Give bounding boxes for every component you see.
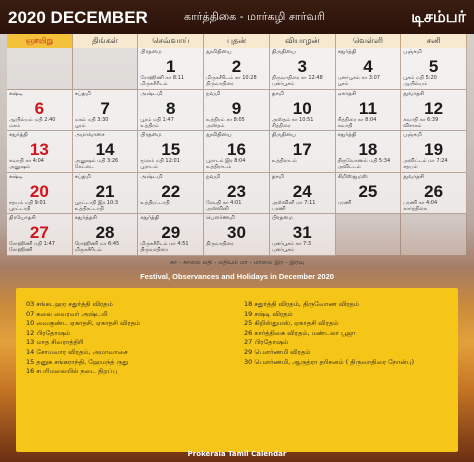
- day-cell: [138, 90, 204, 132]
- empty-day-cell: [7, 48, 73, 90]
- day-cell: [7, 214, 73, 256]
- festival-section: [0, 270, 474, 376]
- day-number: 14: [95, 140, 115, 159]
- day-cell: [401, 90, 467, 132]
- tithi-label: சப்தமி: [74, 173, 91, 180]
- day-number: 23: [227, 181, 246, 201]
- calendar-header: [0, 0, 474, 34]
- nakshatra-line-1: பூரம் மதி 1:47: [140, 116, 174, 123]
- nakshatra-line-2: ரோஹிணி: [9, 247, 33, 253]
- day-cell: [7, 131, 73, 173]
- calendar-footer: Prokerala Tamil Calendar: [187, 450, 287, 458]
- tithi-label: சதுர்த்தி: [9, 132, 28, 138]
- day-number: 30: [227, 223, 246, 242]
- day-number: 9: [231, 98, 242, 118]
- nakshatra-line-2: பூரம்: [74, 122, 86, 129]
- day-number: 1: [166, 57, 176, 76]
- empty-day-cell: [401, 214, 467, 256]
- festival-list-right: [244, 300, 454, 367]
- nakshatra-line-1: மகம் மதி 3:30: [74, 116, 109, 123]
- day-cell: [270, 48, 336, 90]
- day-number: 13: [29, 140, 49, 159]
- festival-item: 18 சதுர்த்தி விரதம், திருவோண விரதம்: [244, 300, 360, 308]
- festival-item: 13 மாத சிவராத்திரி: [26, 338, 84, 347]
- weekday-header-row: [7, 34, 467, 48]
- day-number: 4: [363, 57, 373, 76]
- festival-item: 16 சபரிமலையில் நடை திறப்பு: [26, 367, 118, 376]
- weekday-saturday: சனி: [401, 34, 467, 48]
- tithi-label: சதுர்த்தி: [337, 132, 357, 138]
- festival-item: 27 பிரதோஷம்: [244, 338, 289, 347]
- tithi-label: சதுர்த்தசி: [74, 215, 97, 221]
- nakshatra-line-2: திருவாதிரை: [140, 247, 168, 253]
- tithi-label: ஏகாதசி: [337, 90, 357, 97]
- nakshatra-line-1: பூரட்டாதி இர 10:3: [74, 199, 119, 206]
- abbreviation-legend: கா - காலை மதி - மதியம் மா - மாலை இர - இரவு: [170, 259, 304, 266]
- tithi-label: திருதியை: [271, 132, 296, 138]
- nakshatra-line-2: புனர்பூசம்: [271, 81, 295, 87]
- day-number: 5: [428, 57, 439, 76]
- nakshatra-line-1: திருவாதிரை கா 12:48: [271, 75, 323, 81]
- day-number: 6: [34, 98, 45, 118]
- tithi-label: சப்தமி: [74, 90, 91, 97]
- tithi-label: துவிதியை: [206, 49, 232, 55]
- festivals-title: Festival, Observances and Holidays in December 2020: [140, 272, 334, 281]
- day-cell: [73, 173, 139, 215]
- festival-item: 19 சஷ்டி விரதம்: [244, 309, 293, 318]
- day-cell: [204, 48, 270, 90]
- nakshatra-line-1: ரேவதி கா 4:01: [206, 199, 242, 206]
- nakshatra-line-1: அஸ்வினி மா 7:11: [271, 199, 316, 206]
- day-number: 18: [358, 140, 378, 159]
- day-cell: [336, 48, 402, 90]
- tithi-label: நவமி: [206, 173, 221, 180]
- day-cell: [73, 131, 139, 173]
- nakshatra-line-1: மூலம் மதி 12:01: [140, 158, 180, 164]
- nakshatra-line-1: பரணி கா 4:04: [403, 199, 438, 206]
- nakshatra-line-1: மிருகசீரிடம் கா 10:28: [206, 75, 257, 81]
- tithi-label: பிரதமை: [140, 49, 162, 55]
- nakshatra-line-1: உத்திராடம்: [271, 158, 297, 164]
- day-number: 15: [161, 140, 181, 159]
- tithi-label: துவிதியை: [206, 132, 232, 138]
- day-number: 19: [424, 140, 444, 159]
- year-month-title: 2020 DECEMBER: [8, 8, 148, 27]
- day-cell: [204, 131, 270, 173]
- nakshatra-line-1: ரோஹிணி மதி 1:47: [9, 241, 55, 247]
- festival-list-panel: [16, 288, 458, 452]
- festival-item: 03 சங்கடஹர சதுர்த்தி விரதம்: [26, 300, 113, 308]
- nakshatra-line-1: அனுஷம் மதி 3:26: [74, 158, 119, 164]
- nakshatra-line-1: புனர்பூசம் கா 7:3: [271, 241, 312, 247]
- calendar-grid: [7, 34, 467, 256]
- nakshatra-line-2: உத்திரட்டாதி: [74, 205, 104, 212]
- weekday-tuesday: செவ்வாய்: [138, 34, 204, 48]
- tithi-label: கிறிஸ்துமஸ்: [337, 173, 368, 180]
- tithi-label: தசமி: [271, 173, 284, 180]
- day-cell: [138, 48, 204, 90]
- nakshatra-line-1: சதயம் மதி 9:01: [9, 199, 46, 206]
- nakshatra-line-2: மிருகசீரிடம்: [140, 81, 168, 87]
- day-cell: [7, 90, 73, 132]
- festival-item: 15 தனுசு சங்கராந்தி, ஹேமந்த் ருது: [26, 357, 129, 366]
- day-cell: [204, 173, 270, 215]
- day-number: 28: [95, 223, 115, 242]
- tithi-label: துவாதசி: [403, 173, 425, 180]
- tithi-label: பிரதமை: [140, 132, 162, 138]
- tamil-months-subtitle: கார்த்திகை - மார்கழி சார்வரி: [184, 10, 325, 23]
- weekday-thursday: வியாழன்: [270, 34, 336, 48]
- weekday-monday: திங்கள்: [73, 34, 139, 48]
- nakshatra-line-2: மகம்: [9, 122, 21, 129]
- tithi-label: திரயோதசி: [9, 215, 36, 221]
- nakshatra-line-1: ஆயில்யம் மதி 2:40: [9, 116, 56, 123]
- tithi-label: பஞ்சமி: [403, 49, 422, 55]
- day-number: 16: [227, 140, 246, 159]
- weekday-friday: வெள்ளி: [336, 34, 402, 48]
- festival-item: 07 கலை வைரவர் அஷ்டமி: [26, 309, 108, 318]
- tithi-label: திருதியை: [271, 49, 296, 55]
- day-number: 27: [29, 223, 49, 242]
- nakshatra-line-2: சுவாதி: [337, 122, 353, 129]
- day-cell: [138, 173, 204, 215]
- day-cell: [138, 214, 204, 256]
- tithi-label: பஞ்சமி: [403, 132, 422, 138]
- tithi-label: பௌர்ணமி: [206, 215, 235, 221]
- nakshatra-line-2: உத்திரம்: [140, 122, 159, 129]
- nakshatra-line-1: திருவோணம் மதி 5:34: [337, 158, 391, 164]
- nakshatra-line-2: அஸ்வினி: [206, 205, 229, 212]
- day-number: 3: [297, 57, 307, 76]
- festival-item: 26 கார்த்திகை விரதம், மண்டலா பூஜா: [244, 328, 356, 337]
- festival-list-left: [26, 300, 231, 377]
- day-cells: [7, 48, 467, 256]
- festival-item: 12 பிரதோஷம்: [26, 328, 71, 337]
- nakshatra-line-2: ஆயில்யம்: [403, 81, 428, 87]
- day-number: 8: [166, 98, 176, 118]
- nakshatra-line-2: பூசம்: [337, 81, 349, 87]
- nakshatra-line-1: பரணி: [337, 199, 352, 206]
- tithi-label: நவமி: [206, 90, 221, 97]
- tithi-label: பிரதமை: [271, 215, 293, 221]
- tithi-label: துவாதசி: [403, 90, 425, 97]
- day-cell: [7, 173, 73, 215]
- nakshatra-line-2: மிருகசீரிடம்: [74, 247, 102, 253]
- day-cell: [204, 90, 270, 132]
- festival-item: 25 கிறிஸ்துமஸ், ஏகாதசி விரதம்: [244, 319, 339, 328]
- nakshatra-line-1: புனர்பூசம் கா 3:07: [337, 75, 380, 81]
- nakshatra-line-2: அவிட்டம்: [337, 164, 361, 170]
- day-number: 20: [29, 181, 49, 201]
- nakshatra-line-2: புனர்பூசம்: [271, 247, 295, 253]
- nakshatra-line-1: ரோஹிணி கா 8:11: [140, 75, 185, 81]
- day-number: 31: [292, 223, 312, 242]
- tithi-label: அஷ்டமி: [140, 173, 163, 180]
- festival-item: 30 பௌர்ணமி, ஆருத்ரா தரிசனம் ( திருவாதிரை நோன்பு): [244, 357, 415, 366]
- nakshatra-line-1: சுவாதி கா 4:04: [9, 158, 44, 164]
- nakshatra-line-1: பூசம் மதி 5:20: [403, 75, 437, 81]
- empty-day-cell: [336, 214, 402, 256]
- weekday-sunday: ஞாயிறு: [7, 34, 73, 48]
- day-number: 29: [161, 223, 181, 242]
- nakshatra-line-2: சதயம்: [403, 164, 418, 170]
- day-cell: [336, 90, 402, 132]
- tithi-label: சஷ்டி: [9, 90, 23, 97]
- day-cell: [270, 214, 336, 256]
- nakshatra-line-2: விசாகம்: [403, 122, 422, 129]
- nakshatra-line-1: மிருகசீரிடம் மா 4:51: [140, 241, 189, 247]
- weekday-wednesday: புதன்: [204, 34, 270, 48]
- day-number: 7: [100, 98, 110, 118]
- tithi-label: தசமி: [271, 90, 284, 97]
- day-number: 17: [292, 140, 312, 159]
- nakshatra-line-1: சுவாதி கா 6:39: [403, 116, 439, 123]
- nakshatra-line-2: அனுஷம்: [9, 164, 30, 170]
- tamil-month-title: டிசம்பர்: [411, 7, 466, 26]
- empty-day-cell: [73, 48, 139, 90]
- nakshatra-line-2: கேட்டை: [74, 164, 95, 170]
- day-cell: [270, 90, 336, 132]
- day-number: 2: [231, 57, 242, 76]
- day-number: 11: [358, 98, 377, 118]
- day-cell: [401, 131, 467, 173]
- festival-item: 10 வைகுண்ட ஏகாதசி, ஏகாதசி விரதம்: [26, 319, 141, 328]
- day-number: 26: [424, 181, 444, 201]
- day-cell: [73, 90, 139, 132]
- tithi-label: அஷ்டமி: [140, 90, 163, 97]
- nakshatra-line-1: ரோஹிணி மா 6:45: [74, 241, 120, 247]
- nakshatra-line-1: சித்திரை கா 8:04: [337, 116, 377, 123]
- nakshatra-line-2: கார்த்திகை: [403, 205, 427, 212]
- nakshatra-line-2: பூராடம்: [140, 164, 158, 170]
- day-number: 22: [161, 181, 181, 201]
- day-cell: [336, 131, 402, 173]
- nakshatra-line-2: உத்திராடம்: [206, 164, 232, 170]
- day-cell: [401, 173, 467, 215]
- nakshatra-line-1: பூராடம் இர 8:04: [206, 158, 246, 164]
- day-number: 12: [424, 98, 444, 118]
- tithi-label: சதுர்த்தி: [140, 215, 160, 221]
- day-number: 25: [358, 181, 378, 201]
- nakshatra-line-2: பரணி: [271, 205, 286, 212]
- nakshatra-line-1: உத்திரட்டாதி: [140, 199, 170, 206]
- tithi-label: அமாவாசை: [74, 132, 105, 138]
- nakshatra-line-2: சித்திரை: [271, 122, 291, 129]
- nakshatra-line-1: உத்திரம் கா 8:05: [206, 116, 245, 123]
- nakshatra-line-2: திருவாதிரை: [206, 81, 234, 87]
- day-cell: [270, 173, 336, 215]
- day-cell: [204, 214, 270, 256]
- day-cell: [401, 48, 467, 90]
- day-number: 21: [95, 181, 115, 201]
- day-cell: [270, 131, 336, 173]
- festival-item: 14 சோமவார விரதம், அமாவாசை: [26, 347, 128, 356]
- day-number: 10: [292, 98, 312, 118]
- day-number: 24: [292, 181, 312, 201]
- festival-item: 29 பௌர்ணமி விரதம்: [244, 347, 311, 356]
- nakshatra-line-2: அஸ்தம்: [206, 122, 225, 129]
- nakshatra-line-1: அஸ்தம் கா 10:51: [271, 116, 314, 123]
- day-cell: [336, 173, 402, 215]
- day-cell: [73, 214, 139, 256]
- day-cell: [138, 131, 204, 173]
- tithi-label: சஷ்டி: [9, 173, 23, 180]
- nakshatra-line-1: அவிட்டம் மா 7:24: [403, 158, 448, 164]
- tithi-label: சதுர்த்தி: [337, 49, 357, 55]
- nakshatra-line-1: திருவாதிரை: [206, 241, 234, 247]
- nakshatra-line-2: பூரட்டாதி: [9, 205, 31, 212]
